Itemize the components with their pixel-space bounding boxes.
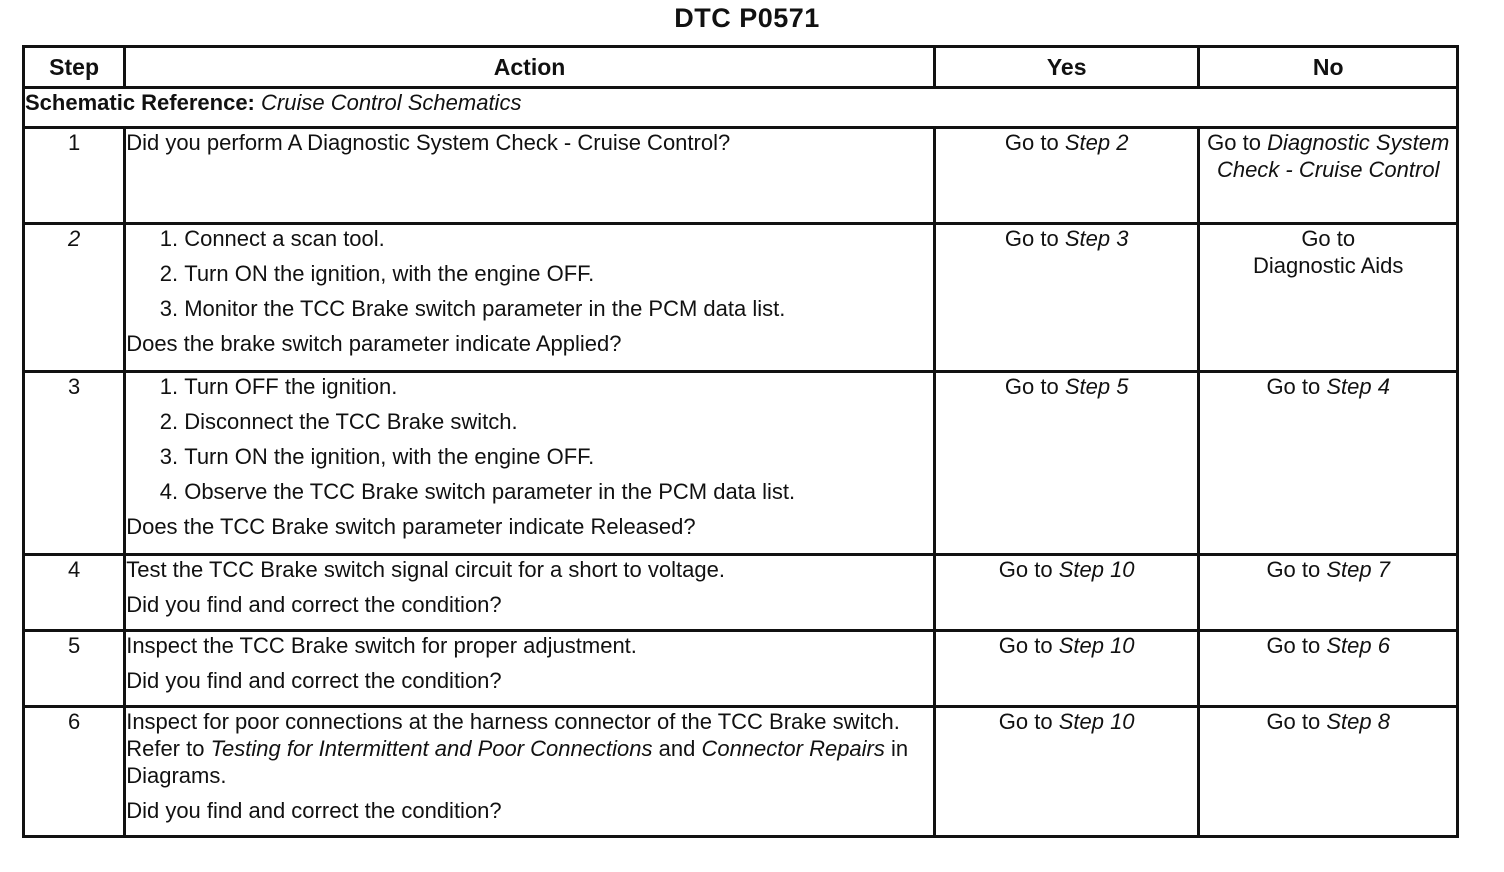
yes-target-link[interactable]: Step 10 [1058, 633, 1135, 658]
action-cell [125, 707, 935, 837]
no-target-link[interactable]: Step 8 [1326, 709, 1390, 734]
action-text [126, 708, 933, 789]
no-prefix: Go to [1301, 226, 1356, 251]
schematic-link[interactable]: Cruise Control Schematics [261, 90, 522, 115]
action-cell [125, 372, 935, 555]
yes-prefix: Go to [998, 709, 1053, 734]
table-row [24, 372, 1458, 555]
action-cell [125, 631, 935, 707]
table-row [24, 707, 1458, 837]
action-question: Did you perform A Diagnostic System Check - Cruise Control? [126, 130, 731, 155]
dtc-table [22, 45, 1459, 838]
action-text-part: in Diagrams. [126, 736, 909, 788]
no-cell [1199, 555, 1458, 631]
action-question: Did you find and correct the condition? [126, 592, 502, 617]
table-row [24, 224, 1458, 372]
no-cell [1199, 707, 1458, 837]
no-target-link[interactable]: Diagnostic Aids [1253, 253, 1404, 278]
table-row [24, 631, 1458, 707]
action-text-part: and [658, 736, 696, 761]
list-item: 4. Observe the TCC Brake switch parameter in the PCM data list. [184, 478, 933, 505]
yes-prefix: Go to [1004, 130, 1059, 155]
yes-prefix: Go to [1004, 226, 1059, 251]
action-list [126, 373, 933, 505]
action-question: Did you find and correct the condition? [126, 798, 502, 823]
intermittent-connections-link[interactable]: Testing for Intermittent and Poor Connections [210, 736, 653, 761]
yes-target-link[interactable]: Step 3 [1064, 226, 1129, 251]
step-number: 4 [24, 555, 125, 631]
schematic-row [24, 88, 1458, 128]
header-step: Step [24, 47, 125, 88]
action-text: Test the TCC Brake switch signal circuit for a short to voltage. [126, 557, 725, 582]
action-text: Inspect the TCC Brake switch for proper adjustment. [126, 633, 637, 658]
table-row [24, 555, 1458, 631]
yes-cell [934, 224, 1199, 372]
no-prefix: Go to [1266, 557, 1321, 582]
list-item: 1. Turn OFF the ignition. [184, 373, 933, 400]
yes-target-link[interactable]: Step 10 [1058, 709, 1135, 734]
list-item: 3. Monitor the TCC Brake switch parameter in the PCM data list. [184, 295, 933, 322]
step-number: 1 [24, 128, 125, 224]
no-target-link[interactable]: Step 4 [1326, 374, 1390, 399]
list-item: 2. Turn ON the ignition, with the engine OFF. [184, 260, 933, 287]
step-number: 5 [24, 631, 125, 707]
schematic-label: Schematic Reference: [25, 90, 255, 115]
no-cell [1199, 224, 1458, 372]
no-target-link[interactable]: Diagnostic System Check - Cruise Control [1216, 130, 1450, 182]
action-cell [125, 555, 935, 631]
no-target-link[interactable]: Step 7 [1326, 557, 1390, 582]
yes-target-link[interactable]: Step 2 [1064, 130, 1129, 155]
header-row [24, 47, 1458, 88]
page-title: DTC P0571 [674, 3, 820, 33]
action-question: Does the brake switch parameter indicate Applied? [126, 331, 622, 356]
no-prefix: Go to [1207, 130, 1261, 155]
yes-cell [934, 128, 1199, 224]
action-cell [125, 224, 935, 372]
yes-prefix: Go to [1004, 374, 1059, 399]
list-item: 1. Connect a scan tool. [184, 225, 933, 252]
yes-target-link[interactable]: Step 5 [1064, 374, 1129, 399]
step-number: 6 [24, 707, 125, 837]
yes-target-link[interactable]: Step 10 [1058, 557, 1135, 582]
table-row [24, 128, 1458, 224]
action-question: Did you find and correct the condition? [126, 668, 502, 693]
list-item: 3. Turn ON the ignition, with the engine OFF. [184, 443, 933, 470]
no-prefix: Go to [1266, 374, 1321, 399]
no-target-link[interactable]: Step 6 [1326, 633, 1390, 658]
action-list [126, 225, 933, 322]
step-number: 3 [24, 372, 125, 555]
action-text-part: Inspect for poor connections at the harness connector of the TCC Brake switch. Refer to [126, 709, 900, 761]
no-cell [1199, 128, 1458, 224]
list-item: 2. Disconnect the TCC Brake switch. [184, 408, 933, 435]
yes-cell [934, 707, 1199, 837]
header-no: No [1199, 47, 1458, 88]
yes-cell [934, 631, 1199, 707]
no-prefix: Go to [1266, 633, 1321, 658]
yes-cell [934, 372, 1199, 555]
no-cell [1199, 631, 1458, 707]
header-action: Action [125, 47, 935, 88]
no-cell [1199, 372, 1458, 555]
schematic-reference [24, 88, 1458, 128]
action-question: Does the TCC Brake switch parameter indicate Released? [126, 514, 696, 539]
step-number: 2 [24, 224, 125, 372]
connector-repairs-link[interactable]: Connector Repairs [701, 736, 885, 761]
yes-cell [934, 555, 1199, 631]
yes-prefix: Go to [998, 557, 1053, 582]
yes-prefix: Go to [998, 633, 1053, 658]
header-yes: Yes [934, 47, 1199, 88]
no-prefix: Go to [1266, 709, 1321, 734]
action-cell [125, 128, 935, 224]
